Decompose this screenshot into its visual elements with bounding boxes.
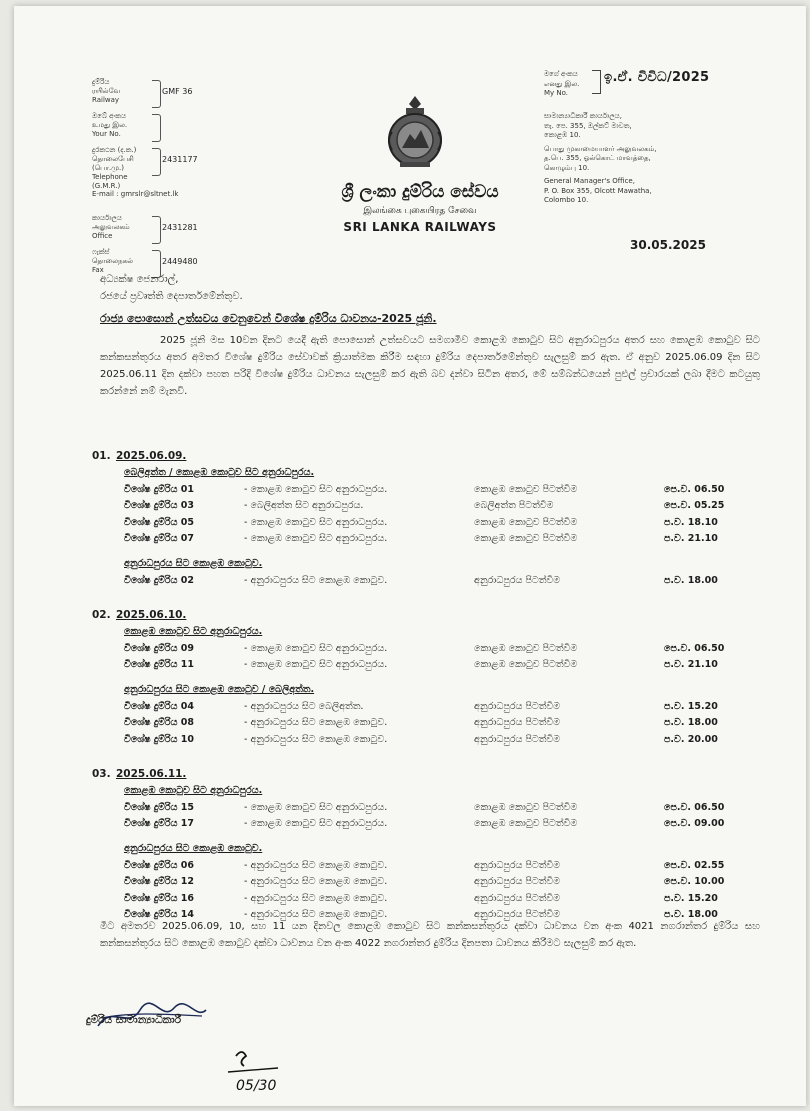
train-time: ප.ව. 20.00 [664, 733, 718, 745]
letter-date: 30.05.2025 [630, 238, 706, 252]
address-line: තැ. පෙ. 355, ඔල්කට් මාවත, [544, 121, 632, 130]
train-row [124, 484, 764, 500]
handwritten-initial-mark [222, 1046, 332, 1102]
letterhead-field-label: ෆැක්ස් தொலைநகல் Fax [92, 248, 133, 274]
train-departure: අනුරාධපුරය පිටත්වීම [474, 700, 561, 712]
train-departure: බෙලිඅත්ත පිටත්වීම [474, 500, 554, 512]
train-name: විශේෂ දුම්රිය 07 [124, 533, 194, 545]
train-time: පෙ.ව. 02.55 [664, 859, 725, 871]
train-departure: අනුරාධපුරය පිටත්වීම [474, 859, 561, 871]
train-time: ප.ව. 15.20 [664, 700, 718, 712]
train-row [124, 717, 764, 733]
train-name: විශේෂ දුම්රිය 08 [124, 717, 194, 729]
section-number: 01. [92, 450, 111, 462]
letter-page [14, 6, 806, 1106]
train-route: - අනුරාධපුරය සිට කොළඹ කොටුව. [244, 717, 388, 729]
train-time: ප.ව. 21.10 [664, 533, 718, 545]
train-name: විශේෂ දුම්රිය 17 [124, 818, 194, 830]
train-route: - අනුරාධපුරය සිට කොළඹ කොටුව. [244, 733, 388, 745]
section-number: 02. [92, 609, 111, 621]
train-name: විශේෂ දුම්රිය 05 [124, 516, 194, 528]
intro-paragraph: 2025 ජූනි මස 10වන දිනට යෙදී ඇති පොසොන් උත්සවයට සමගාමීව කොළඹ කොටුව සිට අනුරාධපුරය අතර සහ කොළඹ කොටුව සිට කන්කසන්තුරය අතර අමතර විශේෂ දුම්රිය සේවාවක් ක්‍රියාත්මක කිරීම සඳහා දුම්රිය දෙපාර්තමේන්තුව සැලසුම් කර ඇත. ඒ අනුව 2025.06.09 දින සිට 2025.06.11 දින දක්වා පහත පරිදි විශේෂ දුම්රිය ධාවනය සැලසුම් කර ඇති බව දන්වා සිටින අතර, මේ සම්බන්ධයෙන් පුළුල් ප්‍රචාරයක් ලබා දීමට කටයුතු කරන්නේ නම් මැනවි. [100, 335, 760, 397]
letterhead-field-label: දුරකථන (ද.ක.) தொலைபேசி (பொ.மு.) Telephone (G.M.R.) [92, 146, 137, 190]
train-departure: කොළඹ කොටුව පිටත්වීම [474, 643, 578, 654]
org-name-sinhala: ශ්‍රී ලංකා දුම්රිය සේවය [341, 182, 499, 202]
route-group-heading: බෙලිඅත්ත / කොළඹ කොටුව සිට අනුරාධපුරය. [124, 467, 315, 478]
train-name: විශේෂ දුම්රිය 11 [124, 659, 194, 671]
section-number: 03. [92, 768, 111, 780]
route-group-heading: අනුරාධපුරය සිට කොළඹ කොටුව. [124, 557, 263, 569]
train-time: ප.ව. 15.20 [664, 892, 718, 904]
train-time: ප.ව. 18.00 [664, 717, 718, 729]
train-row [124, 802, 764, 818]
letterhead-brace [152, 148, 161, 176]
train-time: පෙ.ව. 06.50 [664, 802, 725, 813]
address-line: கொழும்பு 10. [544, 163, 590, 172]
railway-emblem-icon [380, 92, 450, 172]
train-time: පෙ.ව. 10.00 [664, 876, 725, 888]
train-name: විශේෂ දුම්රිය 10 [124, 733, 194, 745]
ref-number-text: ඉ.ඒ. විවිධ/2025 [604, 70, 710, 85]
train-time: ප.ව. 18.10 [664, 516, 718, 528]
letterhead-brace [152, 80, 161, 108]
letterhead-field-value: 2449480 [162, 257, 198, 266]
section-heading [92, 450, 186, 462]
letterhead-field-label: කාර්යාලය அலுவலகம் Office [92, 214, 130, 240]
train-departure: අනුරාධපුරය පිටත්වීම [474, 876, 561, 888]
address-line: සාමාන්‍යාධිකාරී කාර්යාලය, [544, 112, 622, 120]
route-group-heading: කොළඹ කොටුව සිට අනුරාධපුරය. [124, 626, 263, 637]
train-row [124, 734, 764, 750]
letterhead-field-label: ඔබේ අංකය உமது இல. Your No. [92, 112, 128, 138]
train-row [124, 575, 764, 591]
train-time: ප.ව. 21.10 [664, 659, 718, 671]
signature-title: දුම්රිය සාමාන්‍යාධිකාරී [86, 1014, 182, 1026]
letterhead-field [92, 112, 292, 146]
train-row [124, 533, 764, 549]
train-time: පෙ.ව. 09.00 [664, 818, 725, 830]
train-route: - අනුරාධපුරය සිට කොළඹ කොටුව. [244, 909, 388, 920]
train-row [124, 860, 764, 876]
train-row [124, 500, 764, 516]
train-row [124, 643, 764, 659]
letterhead-field [92, 78, 292, 112]
section-date: 2025.06.09. [116, 450, 187, 462]
letterhead-brace [152, 216, 161, 244]
train-route: - අනුරාධපුරය සිට කොළඹ කොටුව. [244, 859, 388, 871]
section-heading [92, 609, 186, 621]
train-name: විශේෂ දුම්රිය 15 [124, 802, 194, 813]
section-date: 2025.06.11. [116, 768, 187, 780]
address-line: Colombo 10. [544, 196, 589, 204]
train-departure: කොළඹ කොටුව පිටත්වීම [474, 533, 578, 545]
letterhead-field [92, 214, 292, 248]
letterhead-field-label: E-mail : gmrslr@sltnet.lk [92, 190, 179, 198]
subject-line: රාජ්‍ය පොසොන් උත්සවය වෙනුවෙන් විශේෂ දුම්රිය ධාවනය-2025 ජූනි. [100, 312, 437, 325]
train-departure: අනුරාධපුරය පිටත්වීම [474, 892, 561, 904]
train-name: විශේෂ දුම්රිය 12 [124, 876, 194, 888]
train-route: - අනුරාධපුරය සිට කොළඹ කොටුව. [244, 574, 388, 586]
route-group-heading: අනුරාධපුරය සිට කොළඹ කොටුව / බෙලිඅත්ත. [124, 683, 315, 695]
addressee-line-1: අධ්‍යක්ෂ ජෙනරාල්, [100, 274, 179, 285]
train-route: - අනුරාධපුරය සිට කොළඹ කොටුව. [244, 892, 388, 904]
address-line: කොළඹ 10. [544, 131, 581, 139]
letterhead-field-value: 2431281 [162, 223, 198, 232]
train-time: ප.ව. 18.00 [664, 574, 718, 586]
train-row [124, 876, 764, 892]
train-row [124, 893, 764, 909]
letterhead-field-value: 2431177 [162, 155, 198, 164]
train-name: විශේෂ දුම්රිය 04 [124, 700, 194, 712]
train-row [124, 659, 764, 675]
train-name: විශේෂ දුම්රිය 14 [124, 909, 194, 920]
address-line: பொது முகாமையாளர் அலுவலகம், [544, 144, 657, 153]
letterhead-brace [152, 114, 161, 142]
train-route: - කොළඹ කොටුව සිට අනුරාධපුරය. [244, 818, 388, 830]
addressee-line-2: රජයේ ප්‍රවෘත්ති දෙපාර්තමේන්තුව. [100, 291, 243, 302]
train-departure: අනුරාධපුරය පිටත්වීම [474, 574, 561, 586]
letterhead-field-label: දුම්රිය ரயில்வே Railway [92, 78, 121, 104]
train-time: පෙ.ව. 06.50 [664, 643, 725, 654]
train-row [124, 701, 764, 717]
train-time: පෙ.ව. 06.50 [664, 484, 725, 495]
org-name-english: SRI LANKA RAILWAYS [343, 220, 497, 234]
ref-brace [592, 70, 601, 94]
closing-paragraph: මීට අමතරව 2025.06.09, 10, සහ 11 යන දිනවල කොළඹ කොටුව සිට කන්කසන්තුරය දක්වා ධාවනය වන අංක 4021 නගරාන්තර දුම්රිය සහ කන්කසන්තුරය සිට කොළඹ කොටුව දක්වා ධාවනය වන අංක 4022 නගරාන්තර දුම්රිය දිනපතා ධාවනය කිරීමට සැලසුම් කර ඇත. [100, 921, 760, 949]
section-date: 2025.06.10. [116, 609, 187, 621]
train-departure: අනුරාධපුරය පිටත්වීම [474, 733, 561, 745]
address-line: P. O. Box 355, Olcott Mawatha, [544, 186, 652, 195]
train-route: - කොළඹ කොටුව සිට අනුරාධපුරය. [244, 659, 388, 671]
train-route: - කොළඹ කොටුව සිට අනුරාධපුරය. [244, 802, 388, 813]
train-route: - බෙලිඅත්ත සිට අනුරාධපුරය. [244, 500, 364, 512]
route-group-heading: අනුරාධපුරය සිට කොළඹ කොටුව. [124, 842, 263, 854]
ref-number [604, 70, 709, 85]
ref-label: මගේ අංකය எனது இல. My No. [544, 70, 580, 97]
train-time: ප.ව. 18.00 [664, 909, 718, 920]
train-row [124, 517, 764, 533]
letterhead-field [92, 180, 292, 214]
train-route: - කොළඹ කොටුව සිට අනුරාධපුරය. [244, 533, 388, 545]
address-line: General Manager's Office, [544, 177, 635, 185]
org-name-tamil: இலங்கை புகையிரத சேவை [363, 206, 477, 216]
handwritten-date-text: 05/30 [236, 1078, 277, 1094]
train-name: විශේෂ දුම්රිය 01 [124, 484, 194, 495]
train-name: විශේෂ දුම්රිය 03 [124, 500, 194, 512]
letterhead-left [92, 78, 292, 282]
train-route: - කොළඹ කොටුව සිට අනුරාධපුරය. [244, 516, 388, 528]
route-group-heading: කොළඹ කොටුව සිට අනුරාධපුරය. [124, 785, 263, 796]
train-time: පෙ.ව. 05.25 [664, 500, 725, 512]
train-name: විශේෂ දුම්රිය 06 [124, 859, 194, 871]
train-name: විශේෂ දුම්රිය 16 [124, 892, 194, 904]
train-departure: කොළඹ කොටුව පිටත්වීම [474, 484, 578, 495]
section-heading [92, 768, 186, 780]
train-departure: අනුරාධපුරය පිටත්වීම [474, 717, 561, 729]
address-line: த.பெ. 355, ஓல்கொட் மாவத்தை, [544, 154, 651, 162]
train-name: විශේෂ දුම්රිය 09 [124, 643, 194, 654]
train-departure: කොළඹ කොටුව පිටත්වීම [474, 802, 578, 813]
train-name: විශේෂ දුම්රිය 02 [124, 574, 194, 586]
train-departure: කොළඹ කොටුව පිටත්වීම [474, 659, 578, 671]
train-route: - අනුරාධපුරය සිට කොළඹ කොටුව. [244, 876, 388, 888]
train-route: - කොළඹ කොටුව සිට අනුරාධපුරය. [244, 484, 388, 495]
letterhead-field [92, 146, 292, 190]
letterhead-field-value: GMF 36 [162, 87, 193, 96]
train-departure: කොළඹ කොටුව පිටත්වීම [474, 516, 578, 528]
train-route: - කොළඹ කොටුව සිට අනුරාධපුරය. [244, 643, 388, 654]
train-departure: අනුරාධපුරය පිටත්වීම [474, 909, 561, 920]
train-route: - අනුරාධපුරය සිට බෙලිඅත්ත. [244, 700, 364, 712]
office-address [544, 112, 764, 206]
train-departure: කොළඹ කොටුව පිටත්වීම [474, 818, 578, 830]
train-row [124, 818, 764, 834]
